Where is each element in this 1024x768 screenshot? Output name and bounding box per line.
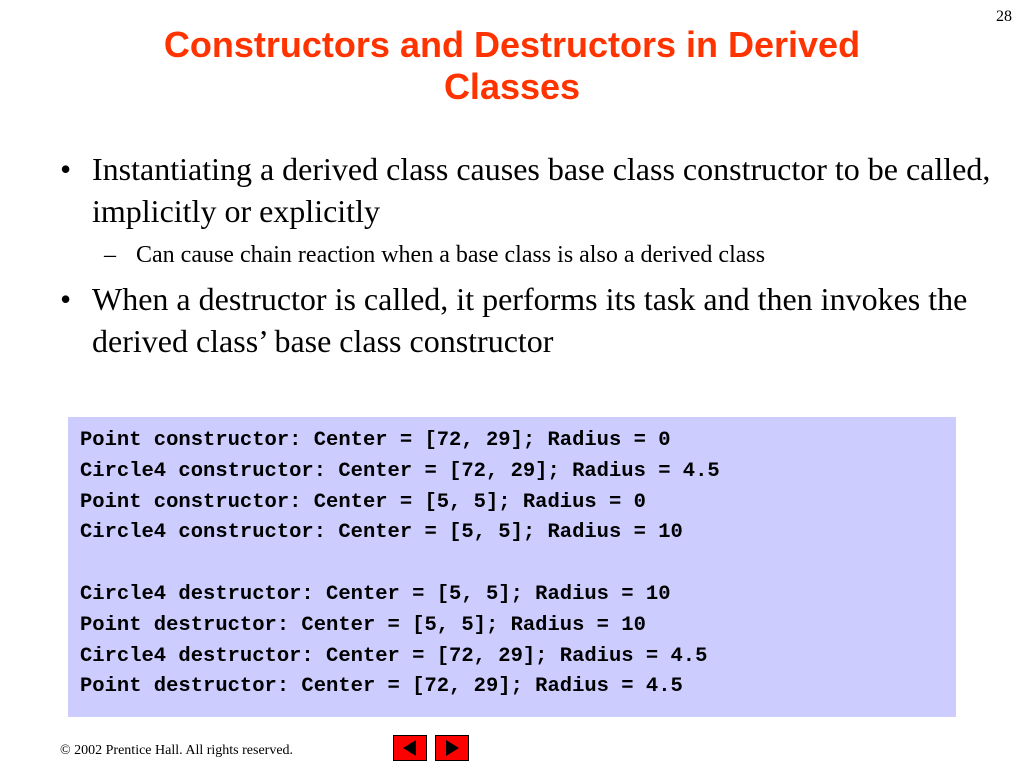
output-line: Point constructor: Center = [72, 29]; Radius = 0 [80, 429, 671, 452]
bullet-text-1: Instantiating a derived class causes base class constructor to be called, implicitly or explicitly [92, 151, 991, 229]
sub-bullet-text-1: Can cause chain reaction when a base class is also a derived class [136, 242, 766, 268]
slide-title-line-2: Classes [443, 66, 581, 107]
previous-slide-button[interactable] [393, 735, 427, 761]
output-line: Circle4 constructor: Center = [5, 5]; Radius = 10 [80, 521, 683, 545]
bullet-marker: • [60, 151, 72, 187]
copyright-footer: © 2002 Prentice Hall. All rights reserved. [60, 743, 294, 758]
output-line-blank [80, 549, 956, 580]
bullet-marker: • [60, 281, 72, 317]
next-slide-button[interactable] [435, 735, 469, 761]
slide-title-line-1: Constructors and Destructors in Derived [163, 24, 861, 65]
output-line: Circle4 constructor: Center = [72, 29]; Radius = 4.5 [80, 459, 720, 483]
bullet-item-1 [60, 148, 1000, 232]
bullet-list [60, 148, 1000, 368]
bullet-text-2: When a destructor is called, it performs its task and then invokes the derived class’ base class constructor [92, 281, 968, 359]
output-line: Point destructor: Center = [72, 29]; Radius = 4.5 [80, 675, 683, 699]
left-arrow-icon [394, 736, 426, 760]
bullet-item-2 [60, 278, 1000, 362]
output-line: Point destructor: Center = [5, 5]; Radius = 10 [80, 613, 646, 637]
output-line: Point constructor: Center = [5, 5]; Radius = 0 [80, 490, 646, 514]
slide-title [0, 24, 1024, 108]
page-number: 28 [996, 8, 1012, 25]
sub-bullet-marker: – [104, 242, 116, 268]
sub-bullet-item-1 [60, 238, 1000, 272]
output-line: Circle4 destructor: Center = [72, 29]; Radius = 4.5 [80, 644, 708, 668]
program-output-box [68, 417, 956, 717]
output-line: Circle4 destructor: Center = [5, 5]; Radius = 10 [80, 582, 671, 606]
right-arrow-icon [436, 736, 468, 760]
